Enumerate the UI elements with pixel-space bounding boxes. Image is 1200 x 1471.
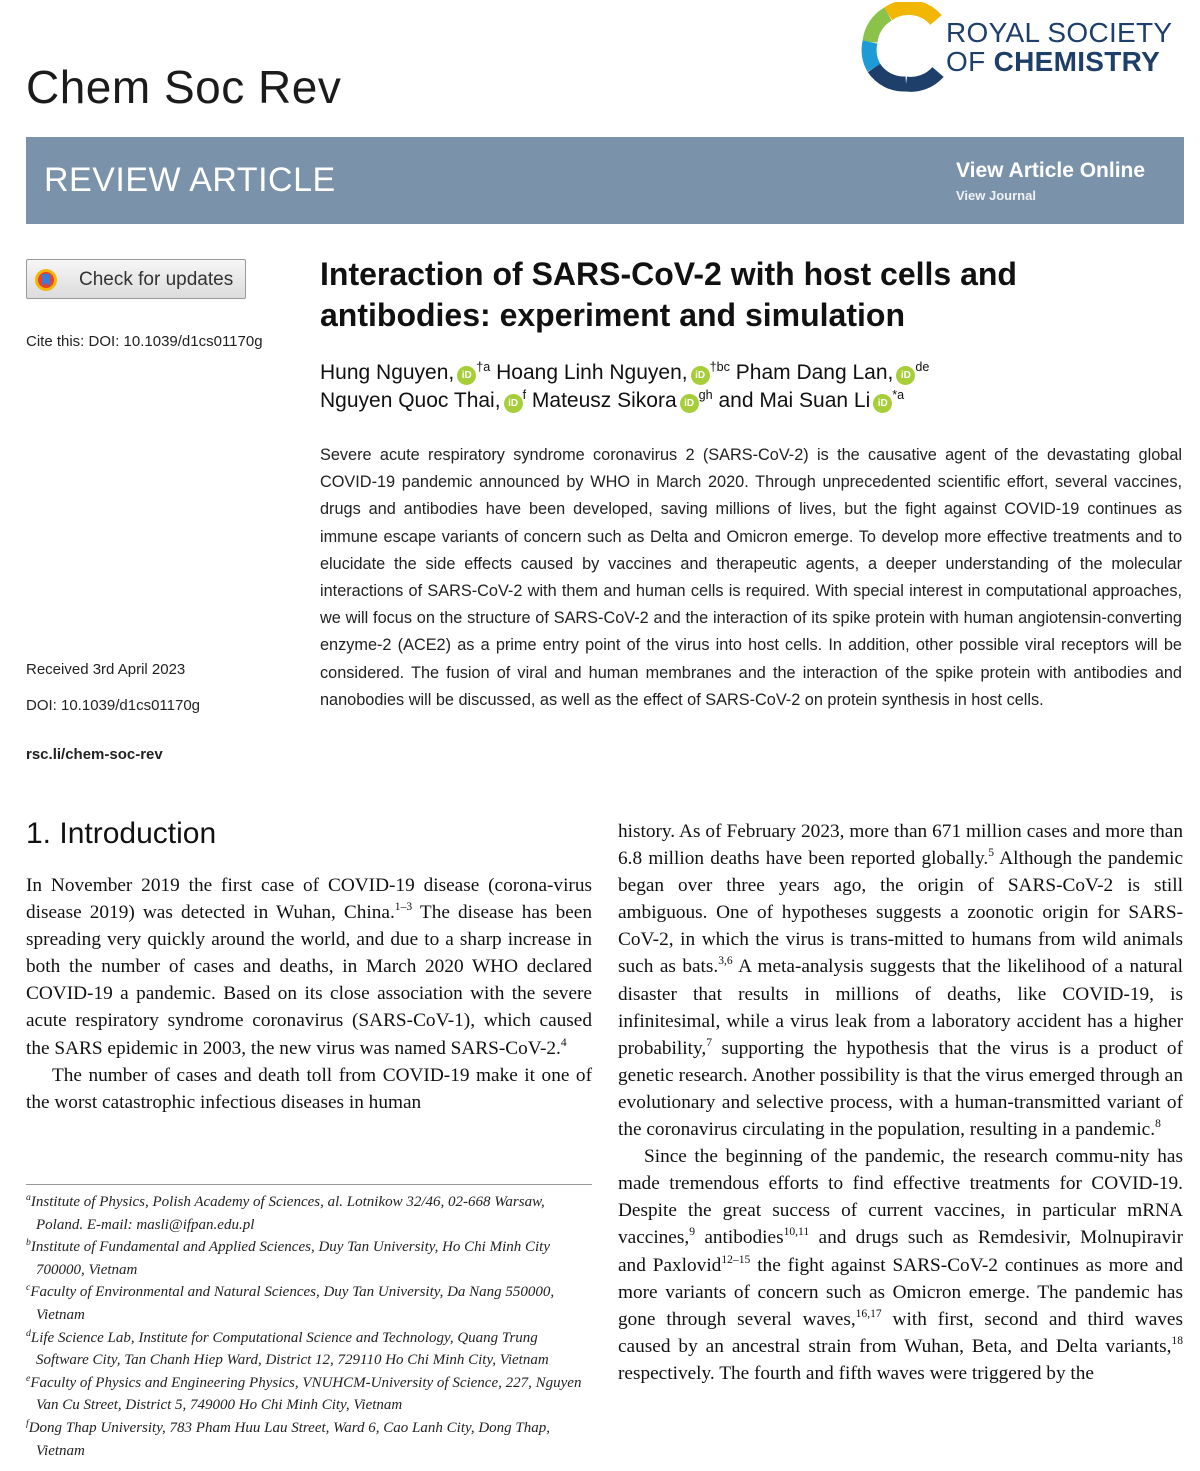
author-name[interactable]: and Mai Suan Li [718,389,871,412]
author-name[interactable]: Mateusz Sikora [531,389,677,412]
paragraph [618,1143,1183,1387]
article-doi[interactable]: DOI: 10.1039/d1cs01170g [26,697,201,714]
view-journal-link[interactable]: View Journal [956,188,1036,203]
footnote-mark: d [26,1327,31,1339]
article-type-banner [26,137,1184,224]
orcid-icon[interactable]: iD [680,394,699,413]
footnote-text: Dong Thap University, 783 Pham Huu Lau Street, Ward 6, Cao Lanh City, Dong Thap, Vietnam [28,1419,550,1459]
footnote-mark: a [26,1192,31,1203]
author-affiliation: f [522,388,527,402]
journal-name: Chem Soc Rev [26,61,342,113]
footnote [26,1236,592,1281]
text-run: the fight against SARS-CoV-2 continues as more and more variants of concern such as Omicron emerge. The pandemic has gone through several waves, [618,1254,1184,1330]
body-column-right [618,818,1183,1387]
citation-ref[interactable]: 12–15 [721,1252,751,1266]
author-affiliation: †bc [709,360,730,374]
orcid-icon[interactable]: iD [896,366,915,385]
footnote [26,1281,592,1326]
orcid-icon[interactable]: iD [691,366,710,385]
footnote-mark: b [26,1237,31,1249]
check-for-updates-label: Check for updates [79,269,234,290]
cite-this [26,333,263,350]
text-run: supporting the hypothesis that the virus is a product of genetic research. Another possibility is that the virus emerged through an evolutionary and selective process, with a human-transmitted variant of the coronavirus circulating in the population, resulting in a pandemic. [618,1037,1183,1141]
footnote-text: Institute of Fundamental and Applied Sciences, Duy Tan University, Ho Chi Minh City 700000, Vietnam [30,1239,550,1278]
citation-ref[interactable]: 1–3 [394,900,413,914]
rsc-line2 [946,47,1172,76]
footnote-text: Faculty of Environmental and Natural Sciences, Duy Tan University, Da Nang 550000, Vietnam [30,1284,555,1323]
citation-ref[interactable]: 16,17 [855,1306,882,1320]
citation-ref[interactable]: 10,11 [783,1225,810,1239]
received-date: Received 3rd April 2023 [26,661,186,678]
author-affiliation: *a [892,388,905,402]
orcid-icon[interactable]: iD [873,394,892,413]
citation-ref[interactable]: 4 [560,1035,567,1049]
footnote-mark: f [26,1417,29,1429]
citation-ref[interactable]: 9 [689,1225,695,1239]
footnote-text: Faculty of Physics and Engineering Physics, VNUHCM-University of Science, 227, Nguyen Van Cu Street, District 5, 749000 Ho Chi Minh City, Vietnam [30,1374,582,1414]
footnote-text: Institute of Physics, Polish Academy of Sciences, al. Lotnikow 32/46, 02-668 Warsaw, Poland. E-mail: masli@ifpan.edu.pl [30,1194,545,1233]
view-article-online-link[interactable]: View Article Online [956,159,1146,182]
citation-ref[interactable]: 8 [1155,1117,1161,1131]
author-affiliation: de [915,360,930,374]
rsc-of: OF [946,46,986,77]
paragraph [26,872,592,1062]
citation-ref[interactable]: 3,6 [718,954,733,968]
cite-doi[interactable]: DOI: 10.1039/d1cs01170g [88,333,263,350]
author-name[interactable]: Hoang Linh Nguyen, [496,361,688,384]
cite-label: Cite this: [26,333,85,350]
text-run: antibodies [695,1227,784,1249]
orcid-icon[interactable]: iD [504,394,523,413]
footnote-mark: c [26,1282,31,1294]
body-column-left [26,872,592,1116]
title-line-1: Interaction of SARS-CoV-2 with host cells and [320,256,1017,292]
footnote [26,1191,592,1236]
text-run: A meta-analysis suggests that the likelihood of a natural disaster that results in millions of deaths, like COVID-19, is infinitesimal, while a virus leak from a laboratory accident has a higher probability, [618,956,1183,1059]
citation-ref[interactable]: 5 [988,846,995,860]
author-list [320,359,1180,415]
rsc-logo[interactable] [858,2,1188,94]
footnote [26,1372,592,1417]
text-run: In November 2019 the first case of COVID-19 disease (corona-virus disease 2019) was detected in Wuhan, China. [26,875,592,924]
section-heading: 1. Introduction [26,817,217,850]
footnote-text: Life Science Lab, Institute for Computational Science and Technology, Quang Trung Software City, Tan Chanh Hiep Ward, District 12, 729110 Ho Chi Minh City, Vietnam [30,1329,549,1369]
text-run: with first, second and third waves caused by an ancestral strain from Wuhan, Beta, and Delta variants, [618,1308,1183,1357]
paragraph: The number of cases and death toll from COVID-19 make it one of the worst catastrophic infectious diseases in human [26,1064,592,1113]
affiliation-footnotes [26,1191,592,1462]
text-run: The disease has been spreading very quickly around the world, and due to a sharp increase in both the number of cases and deaths, in March 2020 WHO declared COVID-19 a pandemic. Based on its close association with the severe acute respiratory syndrome coronavirus (SARS-CoV-1), which caused the SARS epidemic in 2003, the new virus was named SARS-CoV-2. [26,902,592,1059]
citation-ref[interactable]: 18 [1171,1333,1183,1347]
paragraph [618,818,1183,1143]
orcid-icon[interactable]: iD [457,366,476,385]
citation-ref[interactable]: 7 [706,1035,712,1049]
footnote-mark: e [26,1372,31,1384]
rsc-ring-icon [858,2,954,94]
rsc-line1: ROYAL SOCIETY [946,17,1173,48]
author-affiliation: gh [698,388,713,402]
journal-link[interactable]: rsc.li/chem-soc-rev [26,746,163,763]
author-name[interactable]: Pham Dang Lan, [735,361,894,384]
abstract: Severe acute respiratory syndrome coronavirus 2 (SARS-CoV-2) is the causative agent of the devastating global COVID-19 pandemic announced by WHO in March 2020. Through unprecedented scientific effort, several vaccines, drugs and antibodies have been developed, saving millions of lives, but the fight against COVID-19 continues as immune escape variants of concern such as Delta and Omicron emerge. To develop more effective treatments and to elucidate the side effects caused by vaccines and therapeutic agents, a deeper understanding of the molecular interactions of SARS-CoV-2 with them and human cells is required. With special interest in computational approaches, we will focus on the structure of SARS-CoV-2 and the interaction of its spike protein with human angiotensin-converting enzyme-2 (ACE2) as a prime entry point of the virus into host cells. In addition, other possible viral receptors will be considered. The fusion of viral and human membranes and the interaction of the spike protein with antibodies and nanobodies will be discussed, as well as the effect of SARS-CoV-2 on protein synthesis in host cells. [320,446,1182,709]
text-run: history. As of February 2023, more than 671 million cases and more than 6.8 million deaths have been reported globally. [618,821,1183,870]
text-run: Since the beginning of the pandemic, the research commu-nity has made tremendous efforts to find effective treatments for COVID-19. Despite the great success of current vaccines, in particular mRNA vaccines, [618,1146,1183,1249]
text-run: and drugs such as Remdesivir, Molnupiravir and Paxlovid [618,1227,1183,1276]
title-line-2: antibodies: experiment and simulation [320,297,905,333]
author-affiliation: †a [476,360,491,374]
check-for-updates-button[interactable] [26,259,246,299]
article-title [320,254,1180,336]
rsc-wordmark [946,18,1172,76]
text-run: respectively. The fourth and fifth waves were triggered by the [618,1362,1094,1384]
footnote [26,1417,592,1462]
footnote [26,1327,592,1372]
crossmark-icon [34,268,58,292]
text-run: Although the pandemic began over three years ago, the origin of SARS-CoV-2 is still ambiguous. One of hypotheses suggests a zoonotic origin for SARS-CoV-2, in which the virus is trans-mitted to humans from wild animals such as bats. [618,848,1183,978]
author-name[interactable]: Nguyen Quoc Thai, [320,389,501,412]
rsc-chemistry: CHEMISTRY [993,46,1161,77]
author-name[interactable]: Hung Nguyen, [320,361,455,384]
banner-title: REVIEW ARTICLE [44,161,336,199]
footnote-divider [26,1184,592,1185]
